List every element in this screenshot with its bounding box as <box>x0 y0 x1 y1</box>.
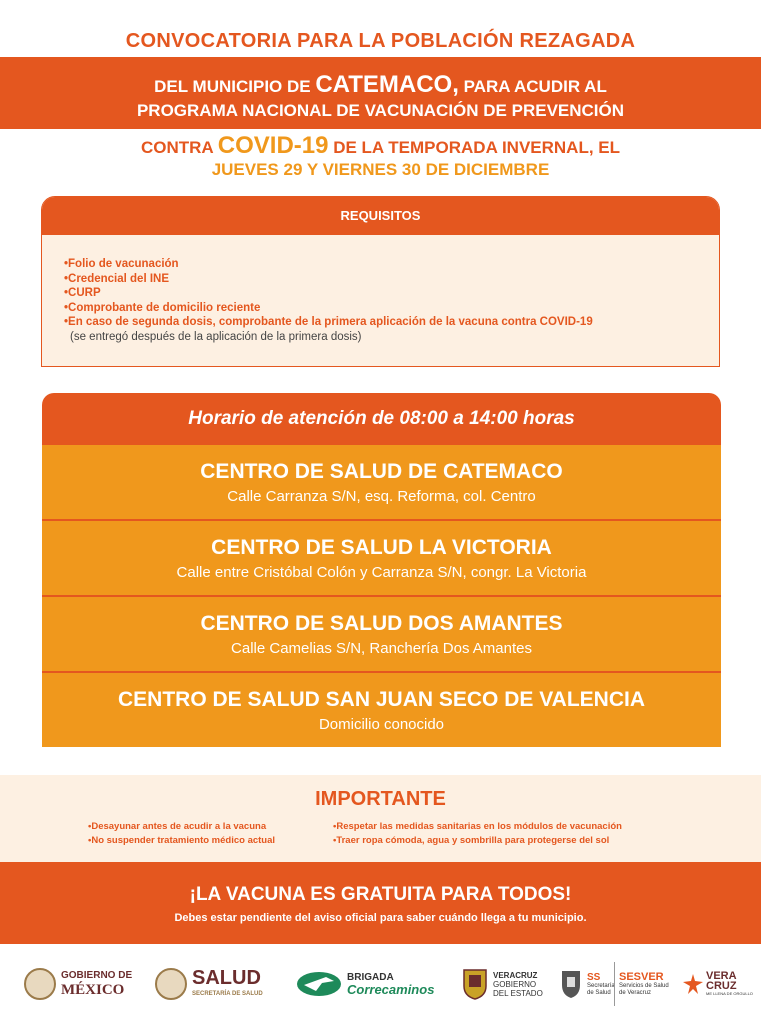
schedule-hours: Horario de atención de 08:00 a 14:00 horas <box>42 393 721 445</box>
title-line-4: CONTRA COVID-19 DE LA TEMPORADA INVERNAL, EL <box>140 132 621 159</box>
logo-text: BRIGADA <box>347 972 394 983</box>
eagle-seal-icon <box>24 968 56 1000</box>
salud-logo <box>155 962 263 1006</box>
roadrunner-icon <box>296 969 342 999</box>
city-name: CATEMACO, <box>315 71 459 98</box>
veracruz-orgullo-logo <box>683 962 753 1006</box>
center-address: Domicilio conocido <box>318 716 445 733</box>
center-address: Calle Camelias S/N, Ranchería Dos Amantes <box>231 640 532 657</box>
logo-text: SALUD <box>192 967 261 989</box>
logo-text: Servicios de Salud <box>619 983 669 989</box>
logo-text: GOBIERNO <box>493 979 537 989</box>
logo-text: GOBIERNO DE <box>61 970 133 981</box>
sesver-logo <box>614 962 669 1006</box>
logo-text: VERACRUZ <box>493 970 538 980</box>
veracruz-gobierno-logo <box>462 962 543 1006</box>
requirement-note: (se entregó después de la aplicación de la primera dosis) <box>70 330 362 343</box>
star-flower-icon <box>683 974 703 994</box>
free-subtitle: Debes estar pendiente del aviso oficial para saber cuándo llega a tu municipio. <box>174 912 587 924</box>
logo-text: DEL ESTADO <box>493 988 543 998</box>
logo-text: MÉXICO <box>61 982 125 998</box>
logo-text: de Salud <box>587 989 611 996</box>
logo-text: de Veracruz <box>619 990 652 996</box>
coat-of-arms-icon <box>462 968 488 1000</box>
health-center-1 <box>42 445 721 519</box>
requirement-item: • Folio de vacunación <box>64 257 719 272</box>
requirement-item: • En caso de segunda dosis, comprobante de la primera aplicación de la vacuna contra COVID-19 <box>64 315 719 330</box>
title-line-3: PROGRAMA NACIONAL DE VACUNACIÓN DE PREVENCIÓN <box>136 101 625 120</box>
free-title: ¡LA VACUNA ES GRATUITA PARA TODOS! <box>189 884 572 905</box>
logo-text: SS <box>587 971 601 983</box>
covid-label: COVID-19 <box>217 132 329 159</box>
health-center-3 <box>42 597 721 671</box>
center-address: Calle entre Cristóbal Colón y Carranza S/N, congr. La Victoria <box>176 564 587 581</box>
gobierno-mexico-logo <box>24 962 132 1006</box>
requirements-box <box>41 196 720 367</box>
health-center-2 <box>42 521 721 595</box>
requirements-list <box>42 235 719 330</box>
requirement-item: • CURP <box>64 286 719 301</box>
important-item: • No suspender tratamiento médico actual <box>88 834 275 848</box>
requirement-item: • Credencial del INE <box>64 272 719 287</box>
important-list-right <box>333 820 622 848</box>
center-name: CENTRO DE SALUD DOS AMANTES <box>200 612 563 635</box>
logo-text: SESVER <box>619 971 664 983</box>
logo-text: SECRETARÍA DE SALUD <box>192 991 263 997</box>
logo-text: ME LLENA DE ORGULLO <box>706 991 753 996</box>
logo-text: CRUZ <box>706 980 737 992</box>
important-title: IMPORTANTE <box>315 788 446 810</box>
brigada-correcaminos-logo <box>296 962 434 1006</box>
center-name: CENTRO DE SALUD LA VICTORIA <box>211 536 552 559</box>
logo-text: Correcaminos <box>347 982 435 997</box>
important-item: • Respetar las medidas sanitarias en los módulos de vacunación <box>333 820 622 834</box>
title-line-1: CONVOCATORIA PARA LA POBLACIÓN REZAGADA <box>125 30 636 52</box>
logo-text: VERA <box>706 970 737 982</box>
center-name: CENTRO DE SALUD SAN JUAN SECO DE VALENCIA <box>118 688 645 711</box>
secretaria-salud-logo <box>560 962 615 1006</box>
health-center-4 <box>42 673 721 747</box>
important-item: • Desayunar antes de acudir a la vacuna <box>88 820 275 834</box>
logos-footer <box>0 962 761 1012</box>
important-section <box>0 775 761 863</box>
title-line-2: DEL MUNICIPIO DE CATEMACO, PARA ACUDIR AL <box>154 71 607 98</box>
free-vaccine-banner <box>0 862 761 944</box>
important-item: • Traer ropa cómoda, agua y sombrilla para protegerse del sol <box>333 834 622 848</box>
center-name: CENTRO DE SALUD DE CATEMACO <box>200 460 563 483</box>
requirements-title: REQUISITOS <box>42 197 719 235</box>
important-list-left <box>88 820 275 848</box>
ss-shield-icon <box>560 969 582 999</box>
title-band <box>0 57 761 129</box>
requirement-item: • Comprobante de domicilio reciente <box>64 301 719 316</box>
center-address: Calle Carranza S/N, esq. Reforma, col. Centro <box>227 488 536 505</box>
eagle-seal-icon <box>155 968 187 1000</box>
date-line: JUEVES 29 Y VIERNES 30 DE DICIEMBRE <box>211 160 550 179</box>
logo-text: Secretaría <box>587 982 615 989</box>
